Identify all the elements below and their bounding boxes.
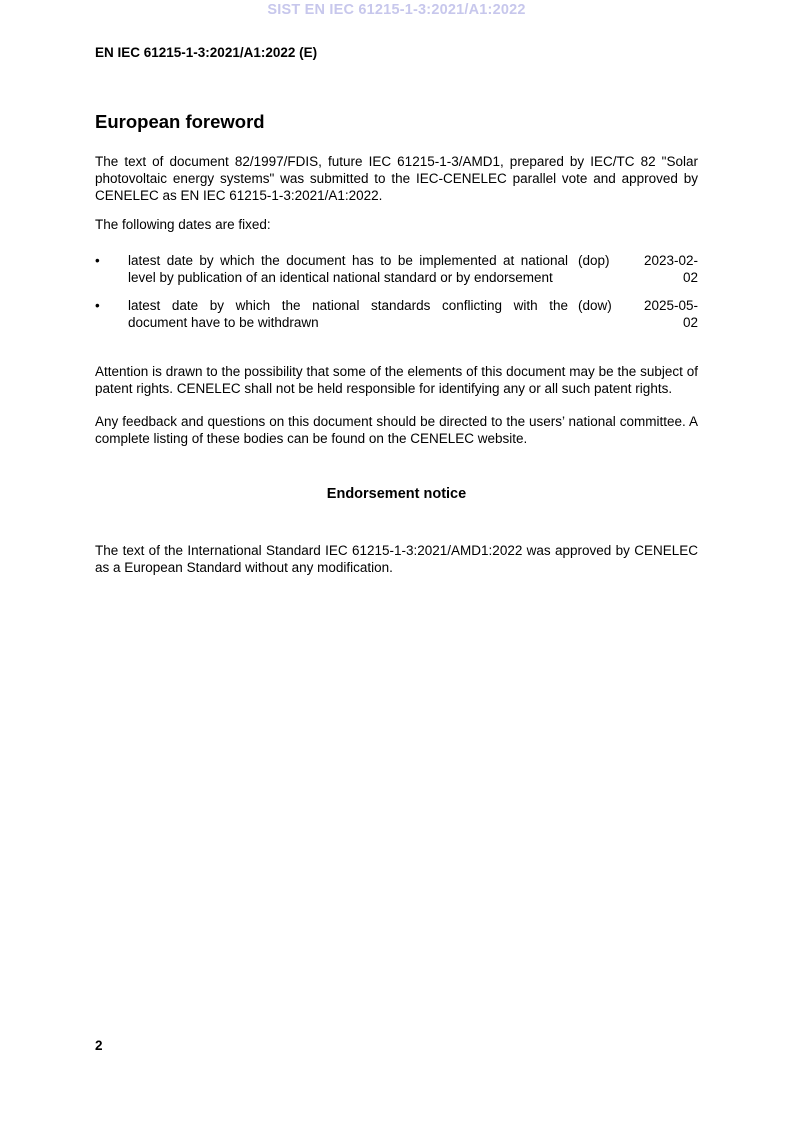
fixed-dates-list — [95, 252, 698, 342]
list-item-dop — [95, 252, 698, 286]
bullet-icon: • — [95, 298, 100, 313]
dow-label: (dow) — [578, 298, 612, 313]
dop-description-line1: latest date by which the document has to be implemented at national — [128, 253, 568, 268]
dop-description-line2: level by publication of an identical national standard or by endorsement — [128, 270, 553, 285]
dow-description-line2: document have to be withdrawn — [128, 315, 319, 330]
dow-date: 2025-05-02 — [643, 298, 698, 330]
sist-watermark: SIST EN IEC 61215-1-3:2021/A1:2022 — [267, 2, 526, 18]
document-reference: EN IEC 61215-1-3:2021/A1:2022 (E) — [95, 45, 318, 60]
dow-description — [128, 297, 568, 331]
feedback-paragraph: Any feedback and questions on this document should be directed to the users’ national committee. A complete listing of these bodies can be found on the CENELEC website. — [95, 414, 698, 446]
patent-rights-paragraph: Attention is drawn to the possibility that some of the elements of this document may be the subject of patent rights. CENELEC shall not be held responsible for identifying any or all such patent rights. — [95, 364, 698, 396]
dow-description-line1: latest date by which the national standards conflicting with the — [128, 298, 568, 313]
page-number: 2 — [95, 1038, 103, 1053]
european-foreword-heading: European foreword — [95, 111, 265, 132]
foreword-intro-paragraph: The text of document 82/1997/FDIS, future IEC 61215-1-3/AMD1, prepared by IEC/TC 82 "Solar photovoltaic energy systems" was submitted to the IEC-CENELEC parallel vote and approved by CENELEC as EN IEC 61215-1-3:2021/A1:2022. — [95, 154, 698, 203]
dop-description — [128, 252, 568, 286]
bullet-icon: • — [95, 253, 100, 268]
endorsement-notice-heading: Endorsement notice — [326, 486, 467, 502]
endorsement-paragraph: The text of the International Standard IEC 61215-1-3:2021/AMD1:2022 was approved by CENELEC as a European Standard without any modification. — [95, 543, 698, 575]
dop-label: (dop) — [578, 253, 610, 268]
list-item-dow — [95, 297, 698, 331]
dates-fixed-intro: The following dates are fixed: — [95, 217, 271, 232]
dop-date: 2023-02-02 — [643, 253, 698, 285]
